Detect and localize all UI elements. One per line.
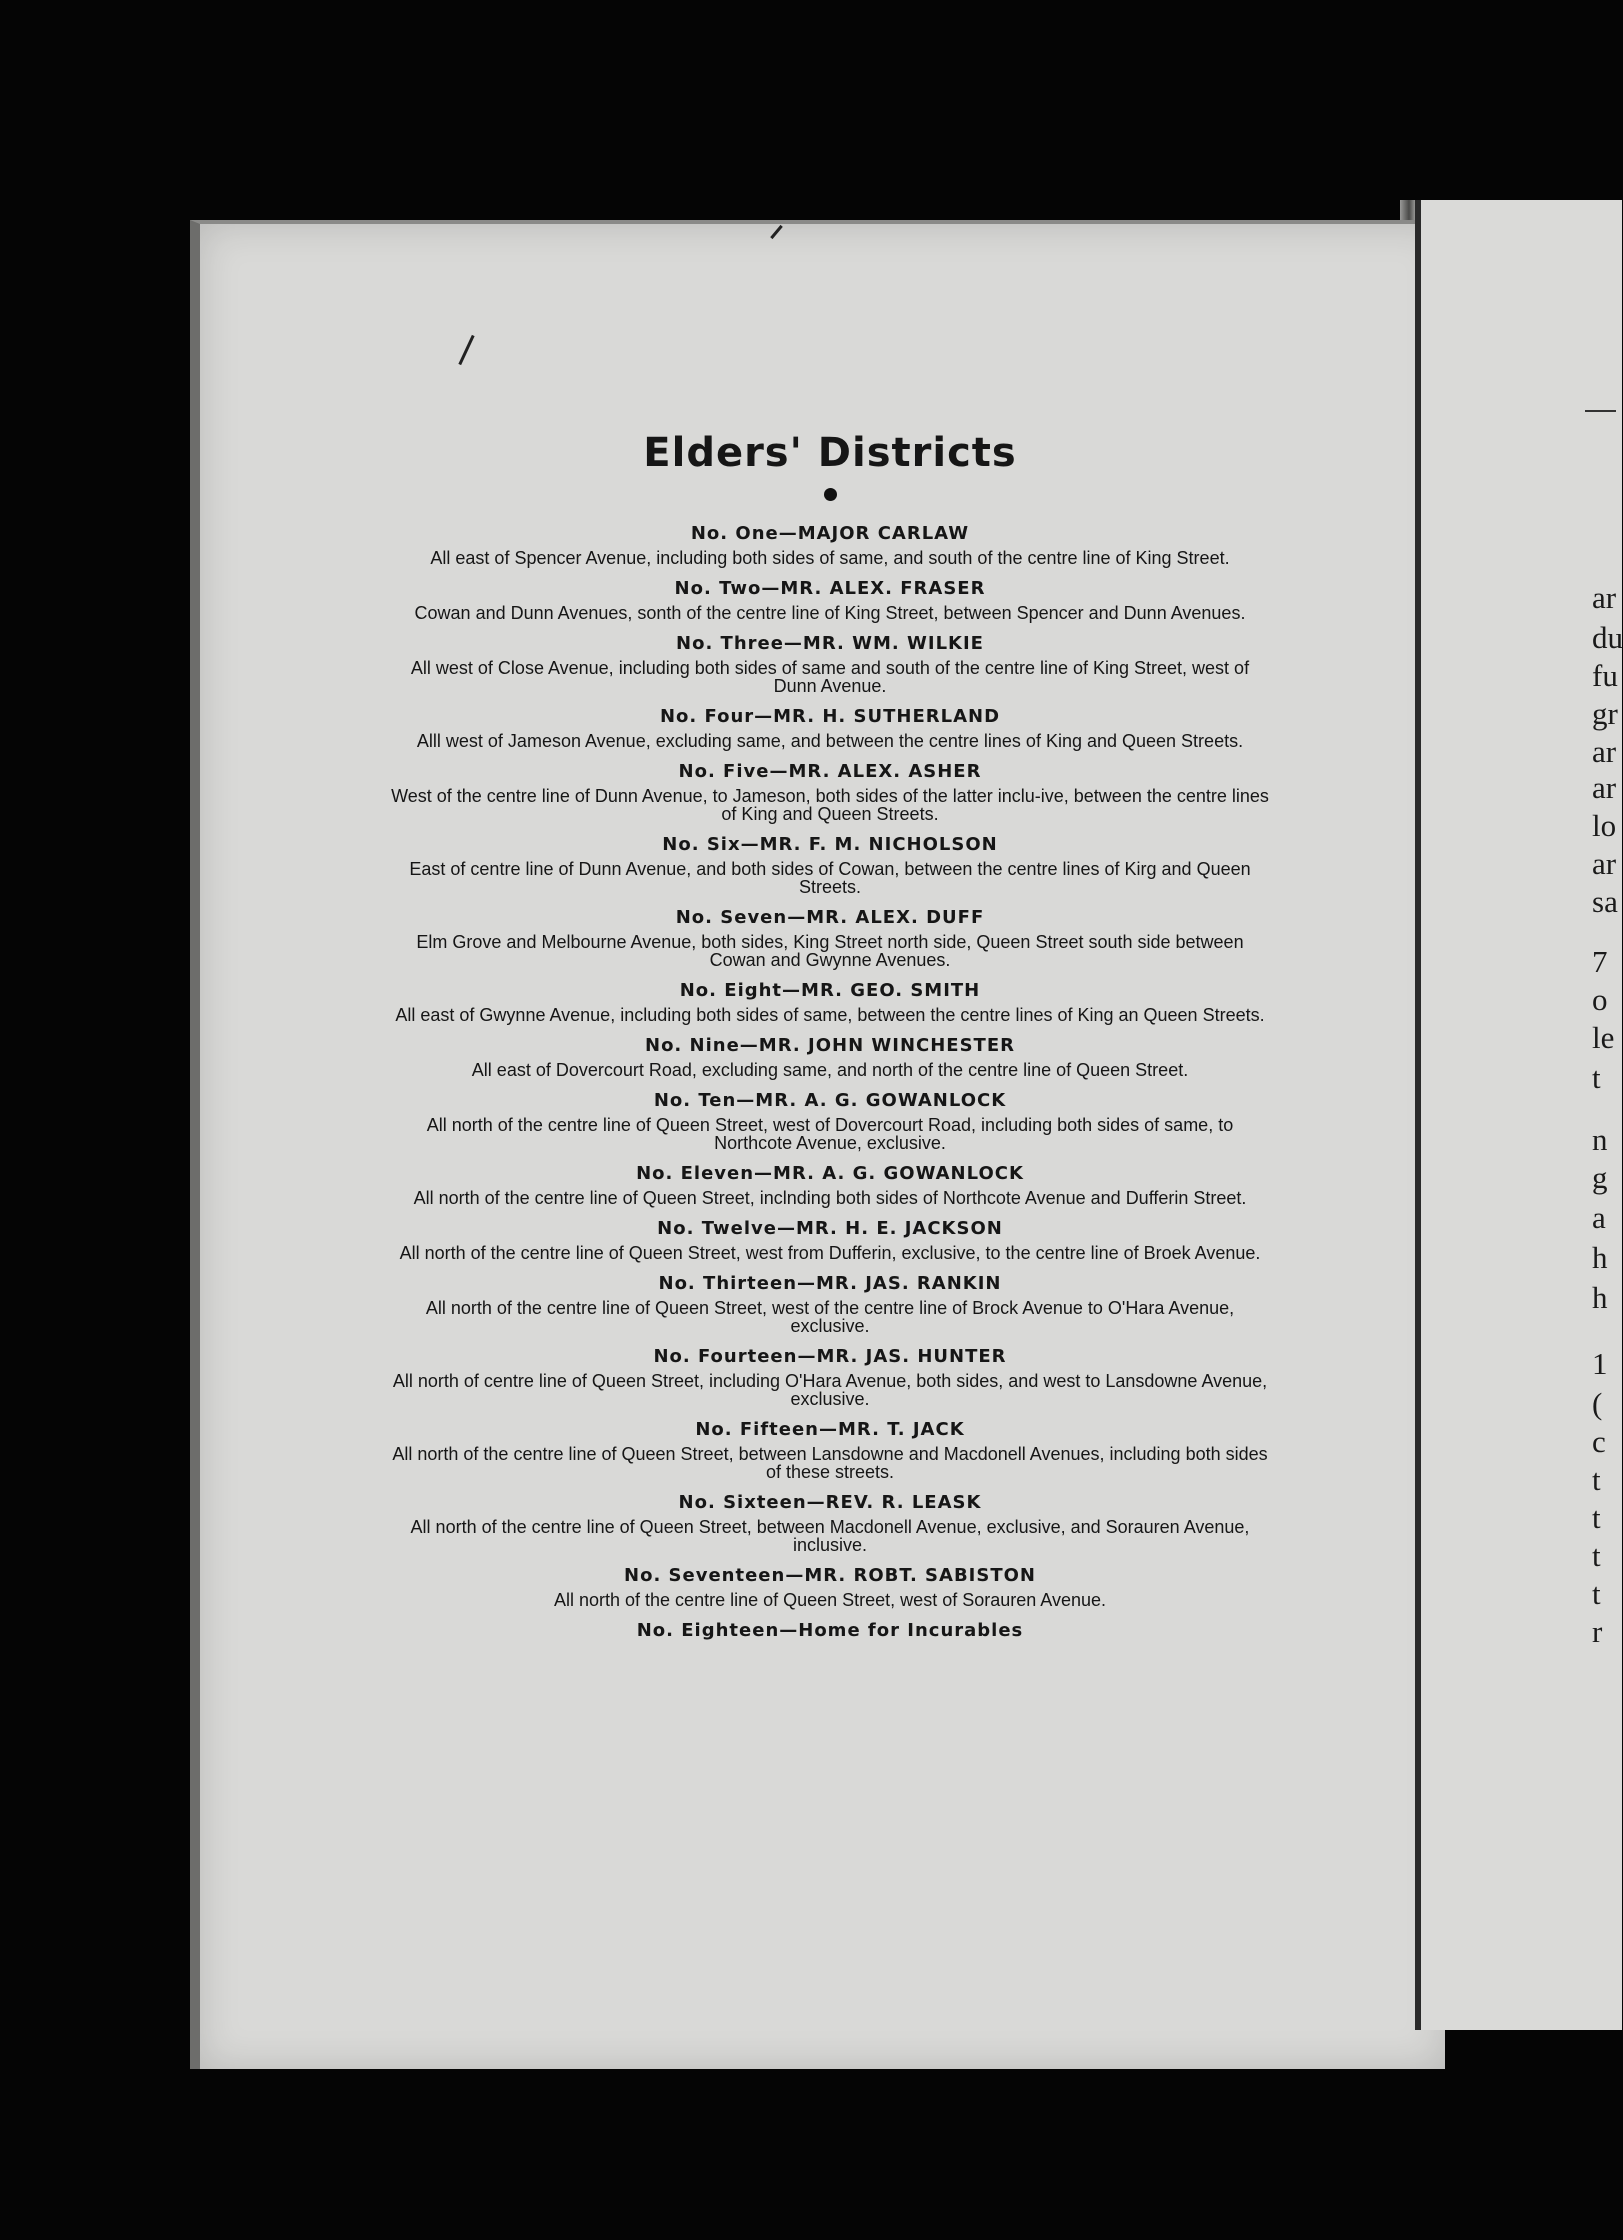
- right-page-fragment: r: [1592, 1614, 1603, 1649]
- right-page-fragment: lo: [1592, 808, 1617, 843]
- right-page-fragment: gr: [1592, 696, 1618, 731]
- right-page-fragment: ar: [1592, 770, 1617, 805]
- right-page-fragment: h: [1592, 1240, 1608, 1275]
- district-heading: No. Two—MR. ALEX. FRASER: [674, 578, 986, 599]
- district-entry: [390, 1620, 1270, 1641]
- district-description: All north of the centre line of Queen Street, west of the centre line of Brock Avenue to O'Hara Avenue, exclusive.: [425, 1298, 1235, 1336]
- right-page-fragment: ar: [1592, 734, 1617, 769]
- ink-mark: [770, 225, 783, 239]
- district-heading: No. One—MAJOR CARLAW: [690, 523, 970, 544]
- right-page-fragment: 1: [1592, 1346, 1608, 1381]
- district-entry: [390, 1218, 1270, 1262]
- ink-mark: [458, 335, 474, 365]
- district-heading: No. Eleven—MR. A. G. GOWANLOCK: [636, 1163, 1024, 1184]
- district-heading: No. Four—MR. H. SUTHERLAND: [659, 706, 1001, 727]
- right-page-fragment: t: [1592, 1576, 1601, 1611]
- district-entry: [390, 1273, 1270, 1335]
- district-entry: [390, 1035, 1270, 1079]
- right-page-fragment: fu: [1592, 658, 1618, 693]
- district-description: Elm Grove and Melbourne Avenue, both sides, King Street north side, Queen Street south side between Cowan and Gwynne Avenues.: [416, 932, 1244, 970]
- district-heading: No. Fifteen—MR. T. JACK: [695, 1419, 965, 1440]
- right-page-fragment: t: [1592, 1462, 1601, 1497]
- district-description: All north of the centre line of Queen Street, between Lansdowne and Macdonell Avenues, including both sides of these streets.: [392, 1444, 1268, 1482]
- district-entry: [390, 1492, 1270, 1554]
- page-title: Elders' Districts: [643, 430, 1017, 476]
- district-description: Cowan and Dunn Avenues, sonth of the centre line of King Street, between Spencer and Dunn Avenues.: [414, 603, 1246, 623]
- district-description: West of the centre line of Dunn Avenue, to Jameson, both sides of the latter inclu-ive, between the centre lines of King and Queen Streets.: [391, 786, 1269, 824]
- district-entry: [390, 761, 1270, 823]
- right-page-fragment: c: [1592, 1424, 1606, 1459]
- right-page-fragment: (: [1592, 1386, 1603, 1421]
- district-description: All east of Gwynne Avenue, including both sides of same, between the centre lines of King an Queen Streets.: [395, 1005, 1265, 1025]
- district-description: All north of centre line of Queen Street, including O'Hara Avenue, both sides, and west to Lansdowne Avenue, exclusive.: [392, 1371, 1268, 1409]
- district-entry: [390, 834, 1270, 896]
- district-heading: No. Sixteen—REV. R. LEASK: [678, 1492, 982, 1513]
- district-entry: [390, 1565, 1270, 1609]
- elders-districts-list: [390, 430, 1270, 1652]
- district-heading: No. Nine—MR. JOHN WINCHESTER: [645, 1035, 1015, 1056]
- district-entry: [390, 1163, 1270, 1207]
- district-heading: No. Ten—MR. A. G. GOWANLOCK: [653, 1090, 1007, 1111]
- district-heading: No. Thirteen—MR. JAS. RANKIN: [658, 1273, 1002, 1294]
- district-heading: No. Eighteen—Home for Incurables: [636, 1620, 1024, 1641]
- right-page-fragment: h: [1592, 1280, 1608, 1315]
- district-description: All east of Spencer Avenue, including both sides of same, and south of the centre line of King Street.: [430, 548, 1230, 568]
- district-entry: [390, 1419, 1270, 1481]
- district-entry: [390, 907, 1270, 969]
- district-description: All north of the centre line of Queen Street, west of Dovercourt Road, including both sides of same, to Northcote Avenue, exclusive.: [426, 1115, 1234, 1153]
- right-page-fragment: sa: [1592, 884, 1618, 919]
- district-entry: [390, 706, 1270, 750]
- right-page-fragment: t: [1592, 1060, 1601, 1095]
- district-heading: No. Twelve—MR. H. E. JACKSON: [657, 1218, 1003, 1239]
- district-heading: No. Five—MR. ALEX. ASHER: [678, 761, 982, 782]
- district-entry: [390, 633, 1270, 695]
- district-heading: No. Three—MR. WM. WILKIE: [676, 633, 984, 654]
- right-page-fragment: 7: [1592, 944, 1608, 979]
- right-page-fragment: ar: [1592, 846, 1617, 881]
- district-heading: No. Eight—MR. GEO. SMITH: [679, 980, 981, 1001]
- district-heading: No. Six—MR. F. M. NICHOLSON: [662, 834, 998, 855]
- district-heading: No. Fourteen—MR. JAS. HUNTER: [653, 1346, 1007, 1367]
- district-entry: [390, 523, 1270, 567]
- right-page-rule: [1585, 410, 1616, 412]
- right-page-fragment: o: [1592, 982, 1608, 1017]
- right-page-fragment: n: [1592, 1122, 1608, 1157]
- district-entry: [390, 578, 1270, 622]
- bullet-ornament: [824, 488, 837, 501]
- district-description: All north of the centre line of Queen Street, west from Dufferin, exclusive, to the centre line of Broek Avenue.: [399, 1243, 1261, 1263]
- right-page-fragment: ar: [1592, 580, 1617, 615]
- right-page-fragment: t: [1592, 1500, 1601, 1535]
- district-entry: [390, 1346, 1270, 1408]
- right-page: [1415, 200, 1622, 2030]
- right-page-fragment: du: [1592, 620, 1623, 655]
- right-page-fragment: g: [1592, 1160, 1608, 1195]
- district-entry: [390, 980, 1270, 1024]
- district-description: All west of Close Avenue, including both sides of same and south of the centre line of King Street, west of Dunn Avenue.: [410, 658, 1250, 696]
- district-description: All north of the centre line of Queen Street, inclnding both sides of Northcote Avenue and Dufferin Street.: [413, 1188, 1247, 1208]
- district-description: All north of the centre line of Queen Street, between Macdonell Avenue, exclusive, and Sorauren Avenue, inclusive.: [410, 1517, 1250, 1555]
- district-description: All east of Dovercourt Road, excluding same, and north of the centre line of Queen Street.: [471, 1060, 1189, 1080]
- right-page-fragment: a: [1592, 1200, 1606, 1235]
- district-entry: [390, 1090, 1270, 1152]
- district-heading: No. Seven—MR. ALEX. DUFF: [675, 907, 985, 928]
- district-description: All north of the centre line of Queen Street, west of Sorauren Avenue.: [553, 1590, 1106, 1610]
- right-page-fragment: le: [1592, 1020, 1615, 1055]
- district-description: Alll west of Jameson Avenue, excluding same, and between the centre lines of King and Queen Streets.: [416, 731, 1244, 751]
- district-heading: No. Seventeen—MR. ROBT. SABISTON: [624, 1565, 1036, 1586]
- district-description: East of centre line of Dunn Avenue, and both sides of Cowan, between the centre lines of Kirg and Queen Streets.: [409, 859, 1251, 897]
- right-page-fragment: t: [1592, 1538, 1601, 1573]
